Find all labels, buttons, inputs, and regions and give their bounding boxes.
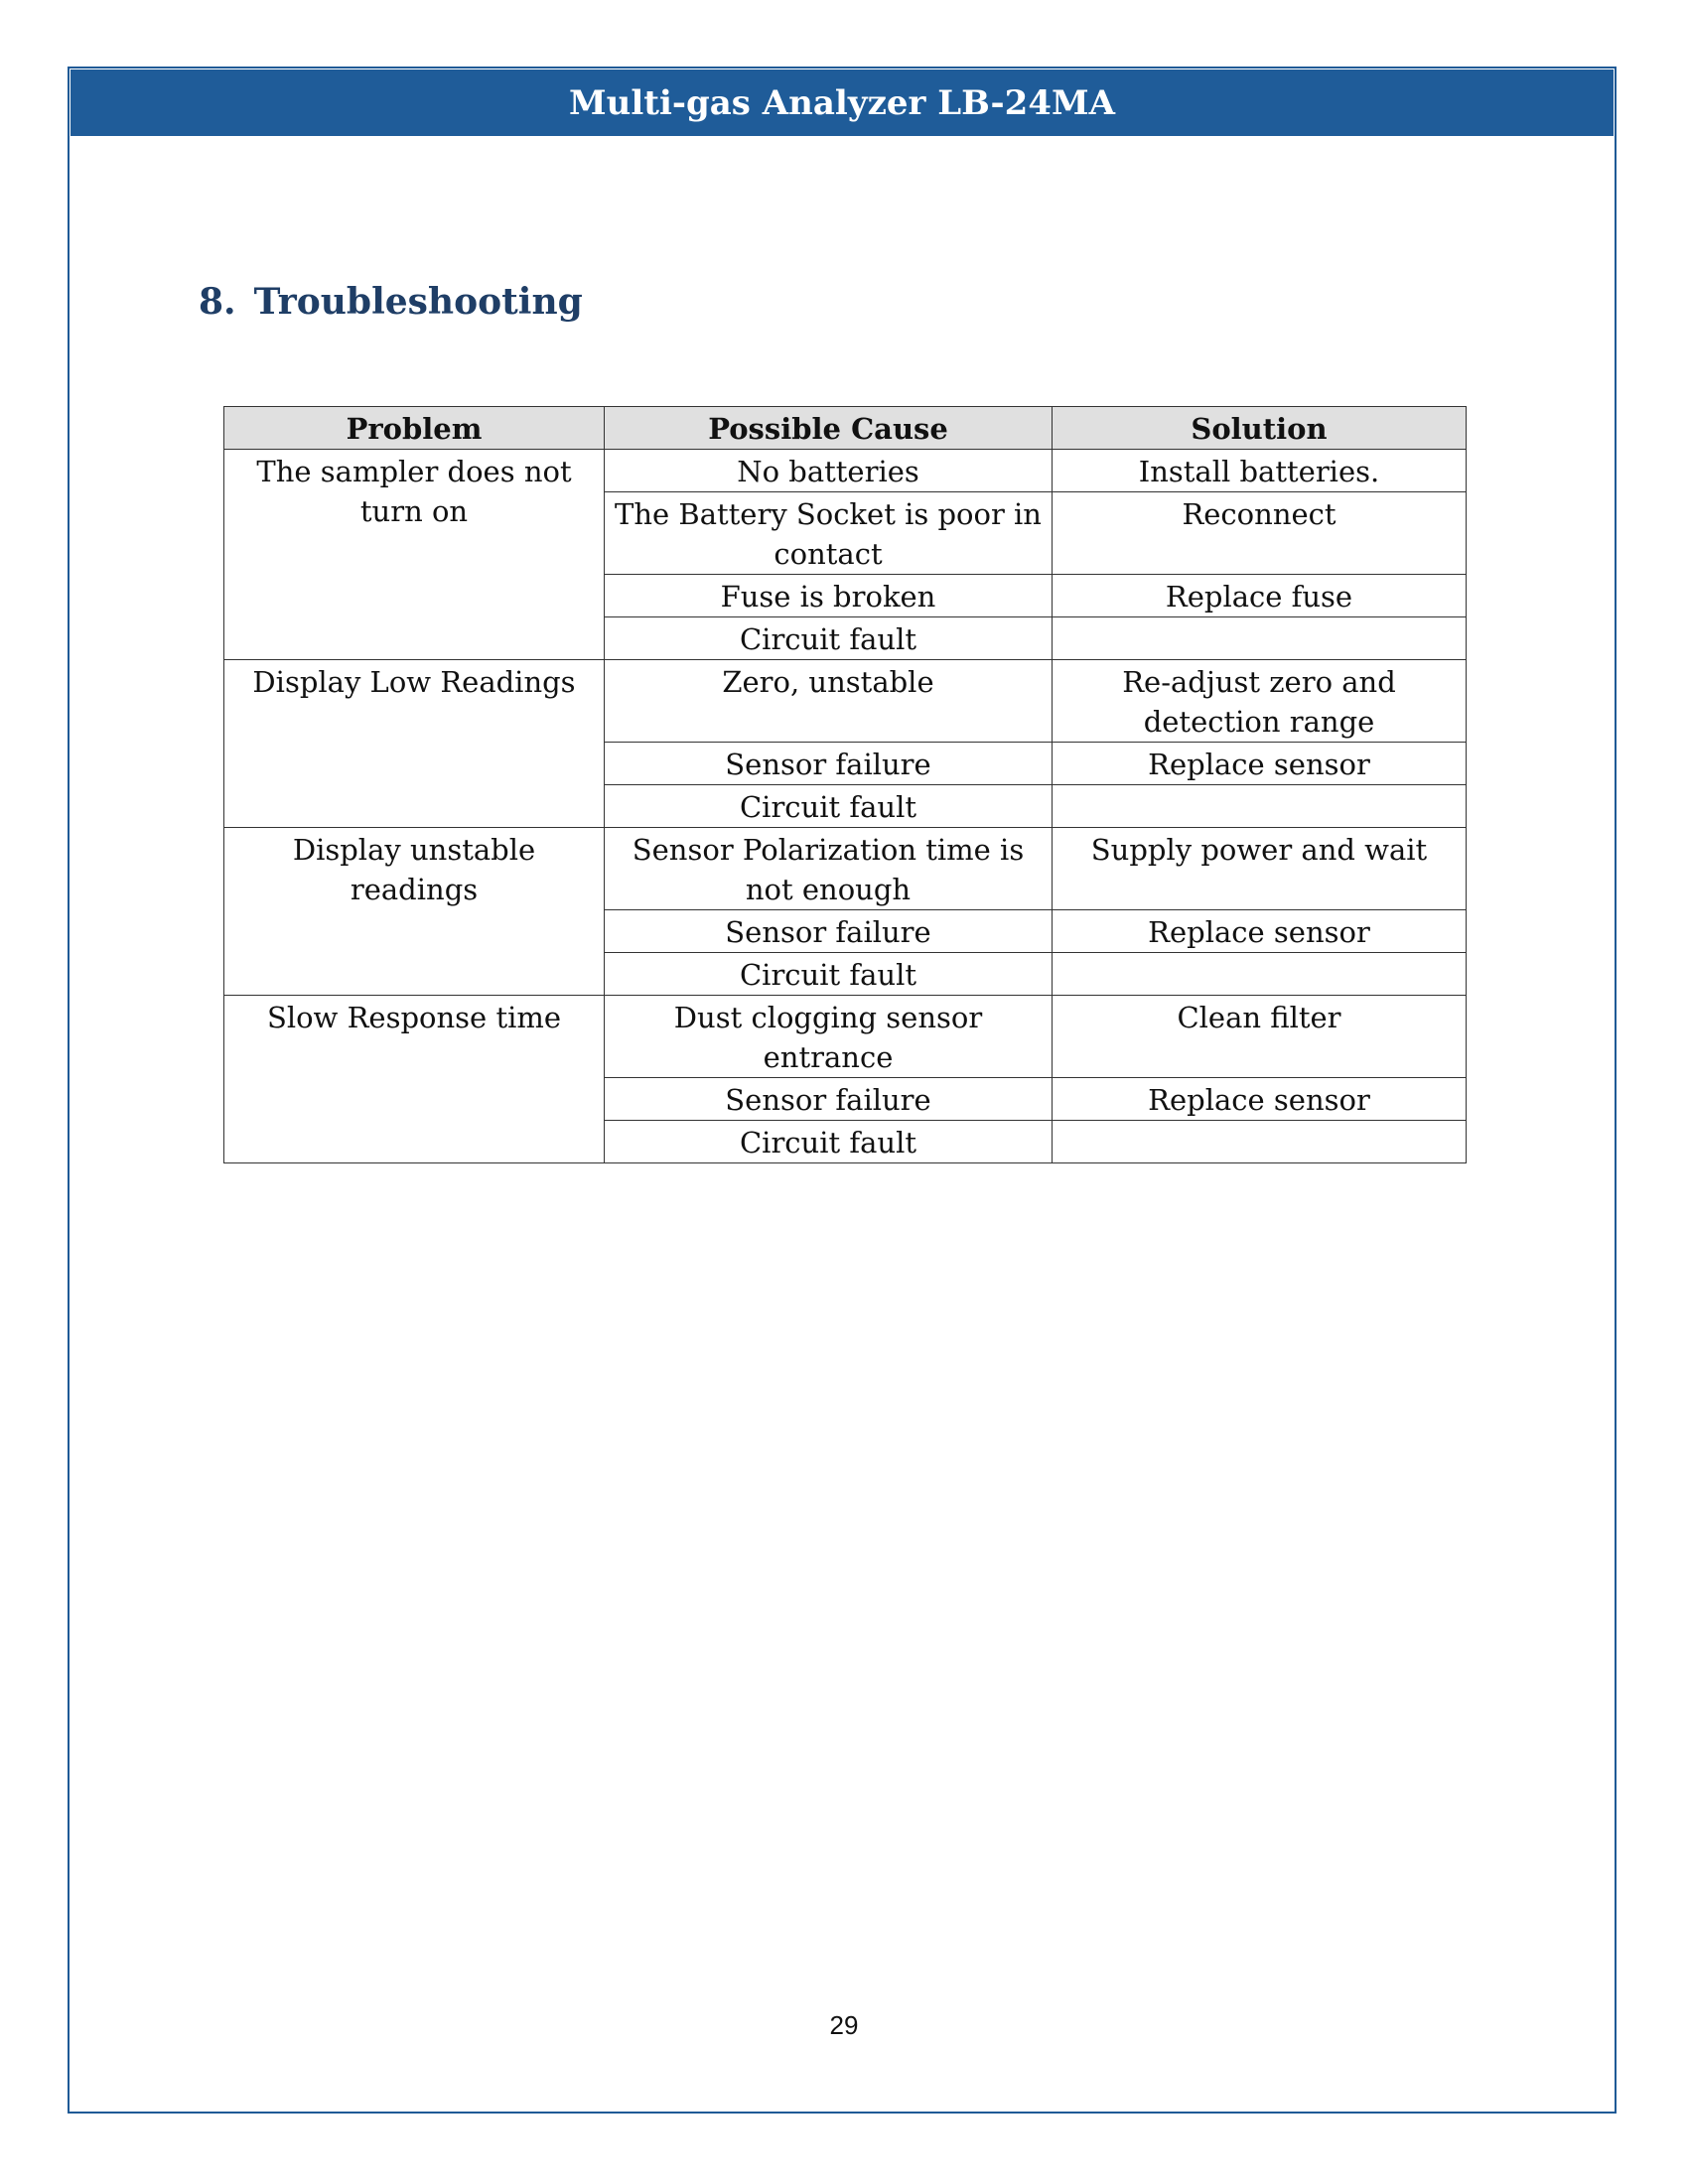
problem-cell: Slow Response time: [224, 996, 605, 1163]
section-heading: [199, 281, 583, 323]
table-row: [224, 450, 1467, 492]
cause-cell: Sensor failure: [605, 910, 1053, 953]
cause-cell: Fuse is broken: [605, 575, 1053, 617]
table-header-row: [224, 407, 1467, 450]
cause-cell: No batteries: [605, 450, 1053, 492]
table-row: [224, 660, 1467, 743]
solution-cell: Replace fuse: [1053, 575, 1467, 617]
header-problem: Problem: [224, 407, 605, 450]
table-row: [224, 996, 1467, 1078]
troubleshooting-table: [223, 406, 1467, 1163]
solution-cell: Replace sensor: [1053, 910, 1467, 953]
solution-cell: Re-adjust zero and detection range: [1053, 660, 1467, 743]
solution-cell: Reconnect: [1053, 492, 1467, 575]
solution-cell: Replace sensor: [1053, 743, 1467, 785]
solution-cell: [1053, 953, 1467, 996]
solution-cell: Clean filter: [1053, 996, 1467, 1078]
section-title: Troubleshooting: [253, 281, 583, 323]
section-number: 8.: [199, 281, 236, 323]
cause-cell: Circuit fault: [605, 1121, 1053, 1163]
document-title: Multi-gas Analyzer LB-24MA: [569, 82, 1115, 123]
problem-cell: Display unstable readings: [224, 828, 605, 996]
solution-cell: Install batteries.: [1053, 450, 1467, 492]
solution-cell: [1053, 785, 1467, 828]
document-header: [70, 69, 1614, 136]
header-possible-cause: Possible Cause: [605, 407, 1053, 450]
solution-cell: Replace sensor: [1053, 1078, 1467, 1121]
solution-cell: [1053, 1121, 1467, 1163]
cause-cell: Circuit fault: [605, 953, 1053, 996]
solution-cell: [1053, 617, 1467, 660]
problem-cell: Display Low Readings: [224, 660, 605, 828]
cause-cell: Zero, unstable: [605, 660, 1053, 743]
cause-cell: Dust clogging sensor entrance: [605, 996, 1053, 1078]
cause-cell: Sensor failure: [605, 1078, 1053, 1121]
cause-cell: Circuit fault: [605, 785, 1053, 828]
problem-cell: The sampler does not turn on: [224, 450, 605, 660]
cause-cell: Sensor failure: [605, 743, 1053, 785]
page-number: 29: [829, 2010, 859, 2040]
cause-cell: The Battery Socket is poor in contact: [605, 492, 1053, 575]
cause-cell: Sensor Polarization time is not enough: [605, 828, 1053, 910]
table-row: [224, 828, 1467, 910]
header-solution: Solution: [1053, 407, 1467, 450]
solution-cell: Supply power and wait: [1053, 828, 1467, 910]
cause-cell: Circuit fault: [605, 617, 1053, 660]
